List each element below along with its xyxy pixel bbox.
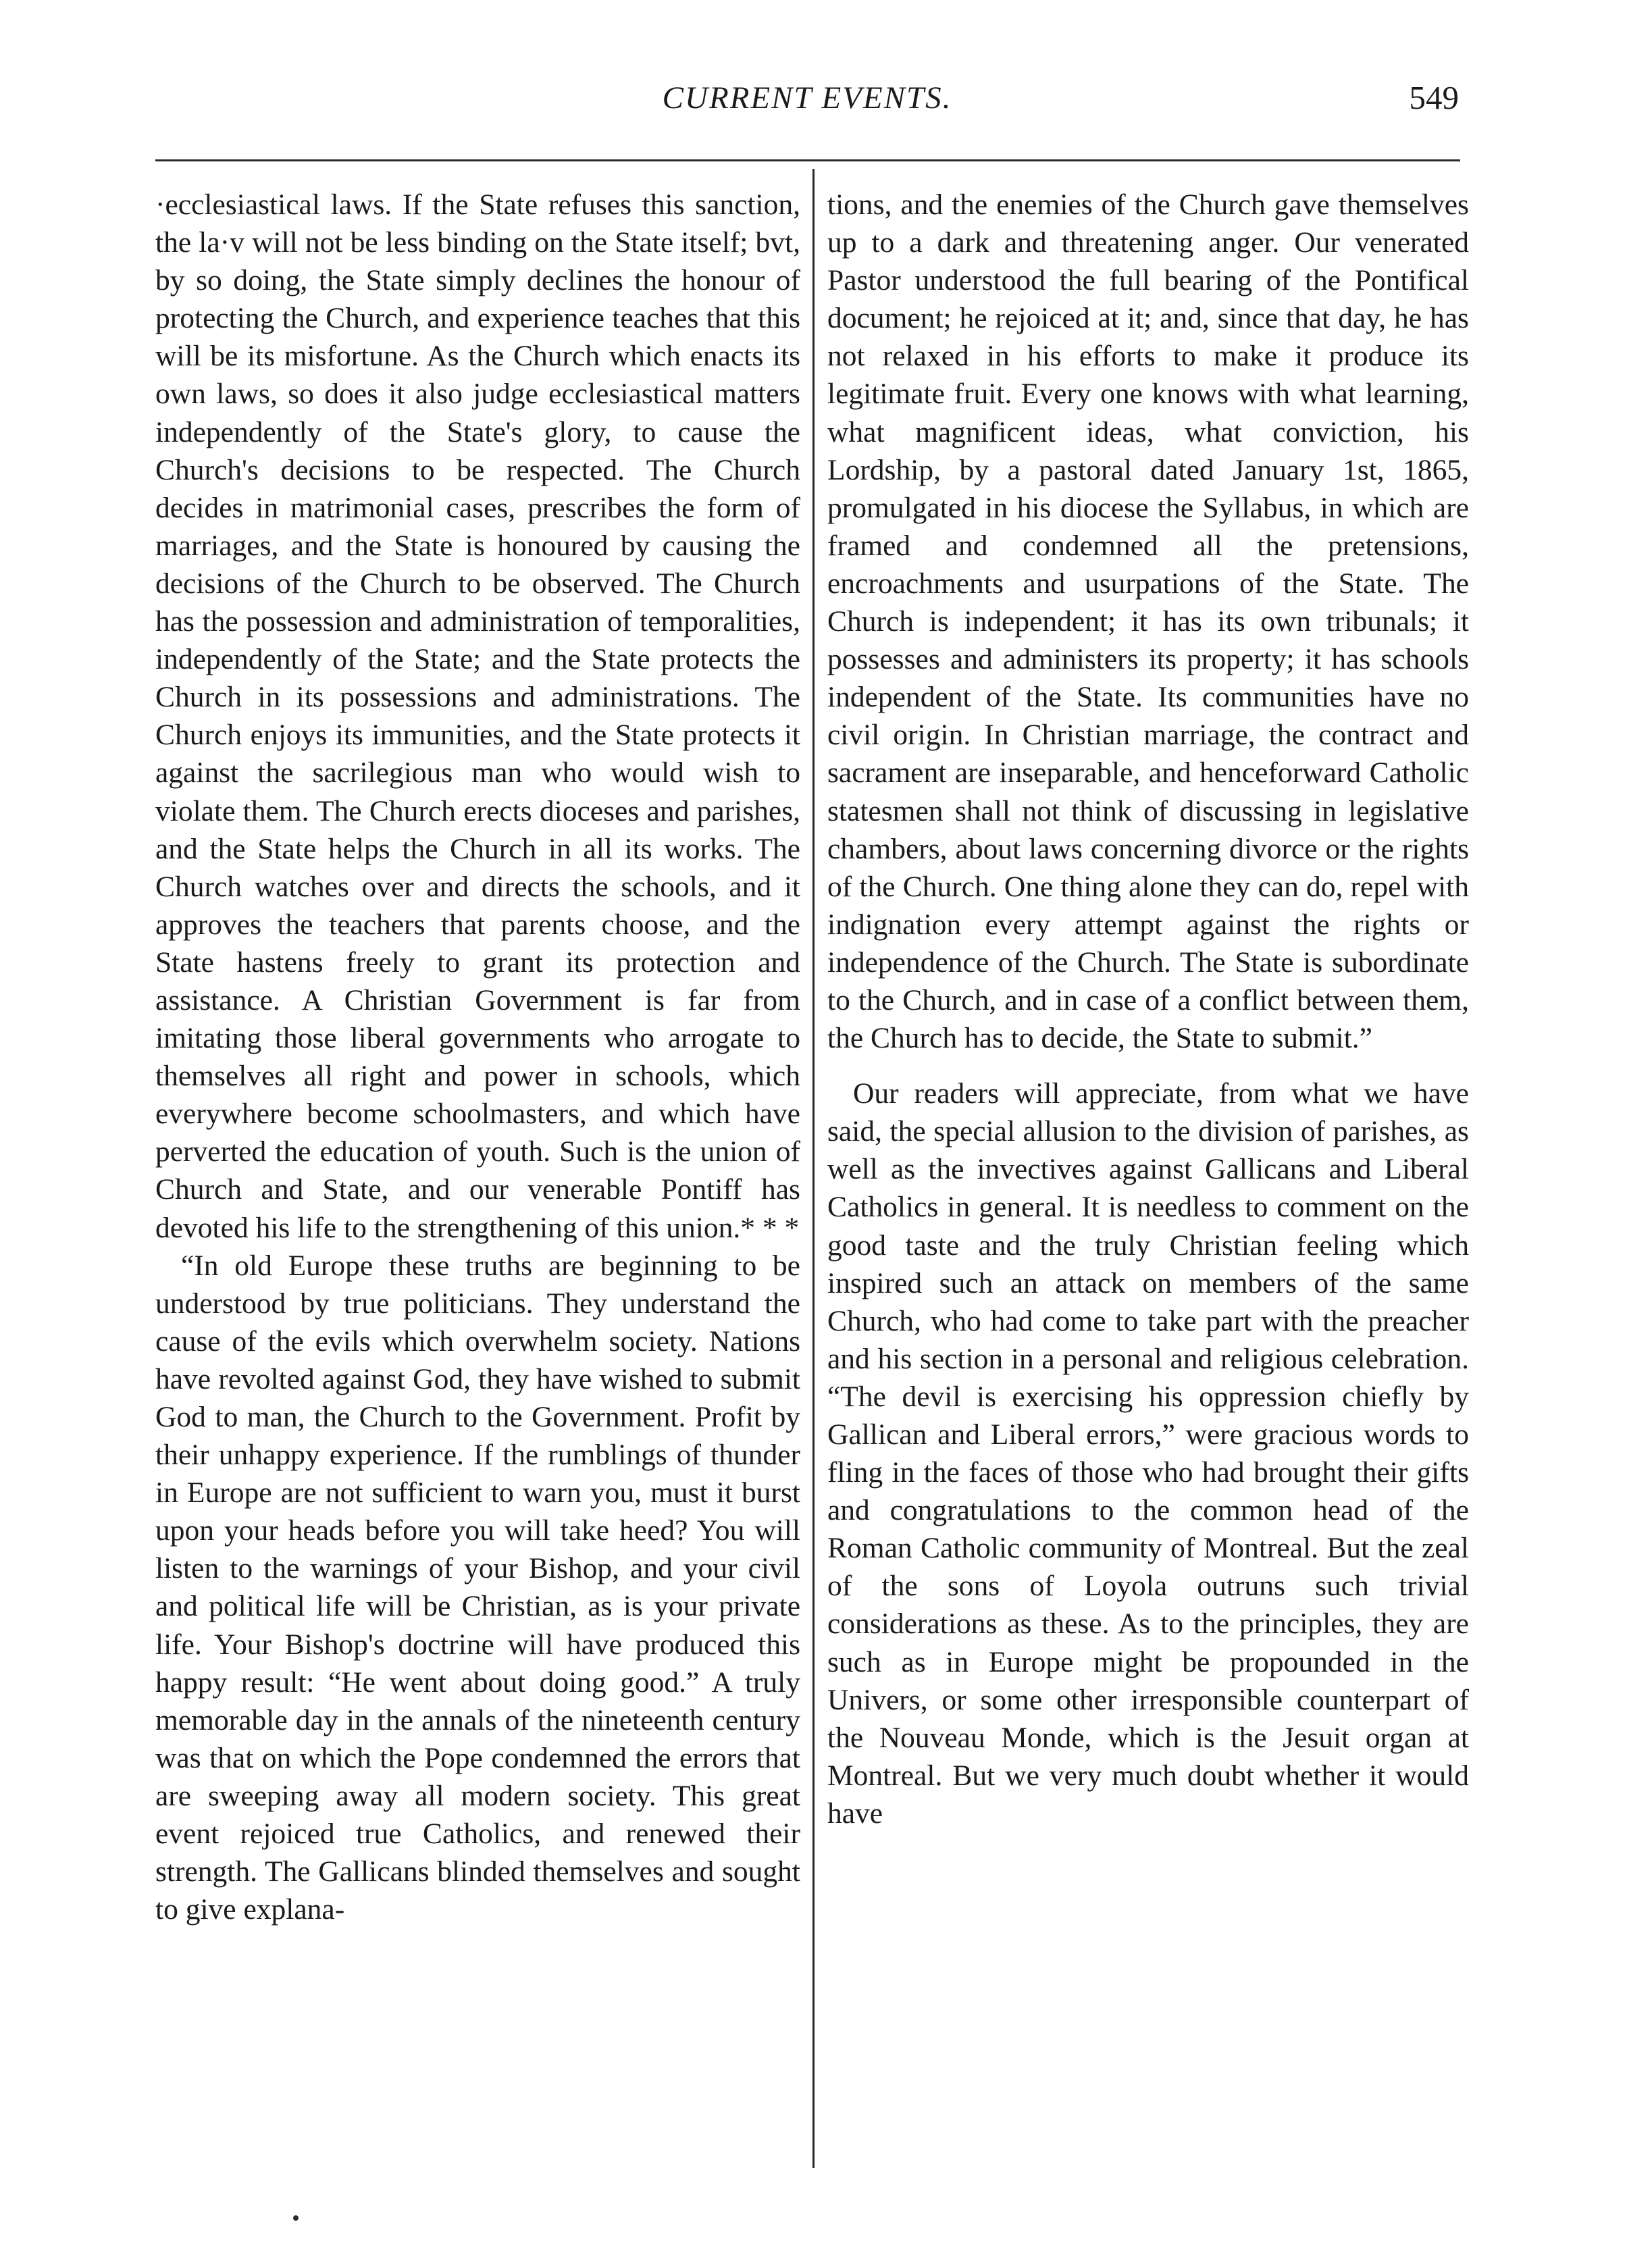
left-paragraph-1: ·ecclesiastical laws. If the State refuses this sanction, the la·v will not be less binding on the State itself; bvt, by so doing, the State simply declines the honour of protecting the Church, and experience teaches that this will be its misfortune. As the Church which enacts its own laws, so does it also judge ecclesiastical matters independently of the State's glory, to cause the Church's decisions to be respected. The Church decides in matrimonial cases, prescribes the form of marriages, and the State is honoured by causing the decisions of the Church to be observed. The Church has the possession and administration of temporalities, independently of the State; and the State protects the Church in its possessions and administrations. The Church enjoys its immunities, and the State protects it against the sacrilegious man who would wish to violate them. The Church erects dioceses and parishes, and the State helps the Church in all its works. The Church watches over and directs the schools, and it approves the teachers that parents choose, and the State hastens freely to grant its protection and assistance. A Christian Government is far from imitating those liberal governments who arrogate to themselves all right and power in schools, which everywhere become schoolmasters, and which have perverted the education of youth. Such is the union of Church and State, and our venerable Pontiff has devoted his life to the strengthening of this union.* * * xyxy=(155,188,800,1244)
page-speck-mark xyxy=(293,2215,299,2221)
page-number: 549 xyxy=(1409,79,1459,116)
right-paragraph-2: Our readers will appreciate, from what we have said, the special allusion to the division of parishes, as well as the invectives against Gallicans and Liberal Catholics in general. It is needless to comment on the good taste and the truly Christian feeling which inspired such an attack on members of the same Church, who had come to take part with the preacher and his section in a personal and religious celebration. “The devil is exercising his oppression chiefly by Gallican and Liberal errors,” were gracious words to fling in the faces of those who had brought their gifts and congratulations to the common head of the Roman Catholic community of Montreal. But the zeal of the sons of Loyola outruns such trivial considerations as these. As to the principles, they are such as in Europe might be propounded in the Univers, or some other irresponsible counterpart of the Nouveau Monde, which is the Jesuit organ at Montreal. But we very much doubt whether it would have xyxy=(827,1077,1469,1830)
left-column xyxy=(155,186,800,1928)
running-head xyxy=(155,68,1459,128)
left-paragraph-2: “In old Europe these truths are beginning to be understood by true politicians. They understand the cause of the evils which overwhelm society. Nations have revolted against God, they have wished to submit God to man, the Church to the Government. Profit by their unhappy experience. If the rumblings of thunder in Europe are not sufficient to warn you, must it burst upon your heads before you will take heed? You will listen to the warnings of your Bishop, and your civil and political life will be Christian, as is your private life. Your Bishop's doctrine will have produced this happy result: “He went about doing good.” A truly memorable day in the annals of the nineteenth century was that on which the Pope condemned the errors that are sweeping away all modern society. This great event rejoiced true Catholics, and renewed their strength. The Gallicans blinded themselves and sought to give explana- xyxy=(155,1249,800,1926)
running-title: CURRENT EVENTS. xyxy=(662,80,952,115)
right-column xyxy=(827,186,1469,1832)
column-divider xyxy=(812,169,815,2168)
right-paragraph-1: tions, and the enemies of the Church gave themselves up to a dark and threatening anger. Our venerated Pastor understood the full bearing of the Pontifical document; he rejoiced at it; and, since that day, he has not relaxed in his efforts to make it produce its legitimate fruit. Every one knows with what learning, what magnificent ideas, what conviction, his Lordship, by a pastoral dated January 1st, 1865, promulgated in his diocese the Syllabus, in which are framed and condemned all the pretensions, encroachments and usurpations of the State. The Church is independent; it has its own tribunals; it possesses and administers its property; it has schools independent of the State. Its communities have no civil origin. In Christian marriage, the contract and sacrament are inseparable, and henceforward Catholic statesmen shall not think of discussing in legislative chambers, about laws concerning divorce or the rights of the Church. One thing alone they can do, repel with indignation every attempt against the rights or independence of the Church. The State is subordinate to the Church, and in case of a conflict between them, the Church has to decide, the State to submit.” xyxy=(827,188,1469,1055)
header-rule xyxy=(155,159,1460,161)
